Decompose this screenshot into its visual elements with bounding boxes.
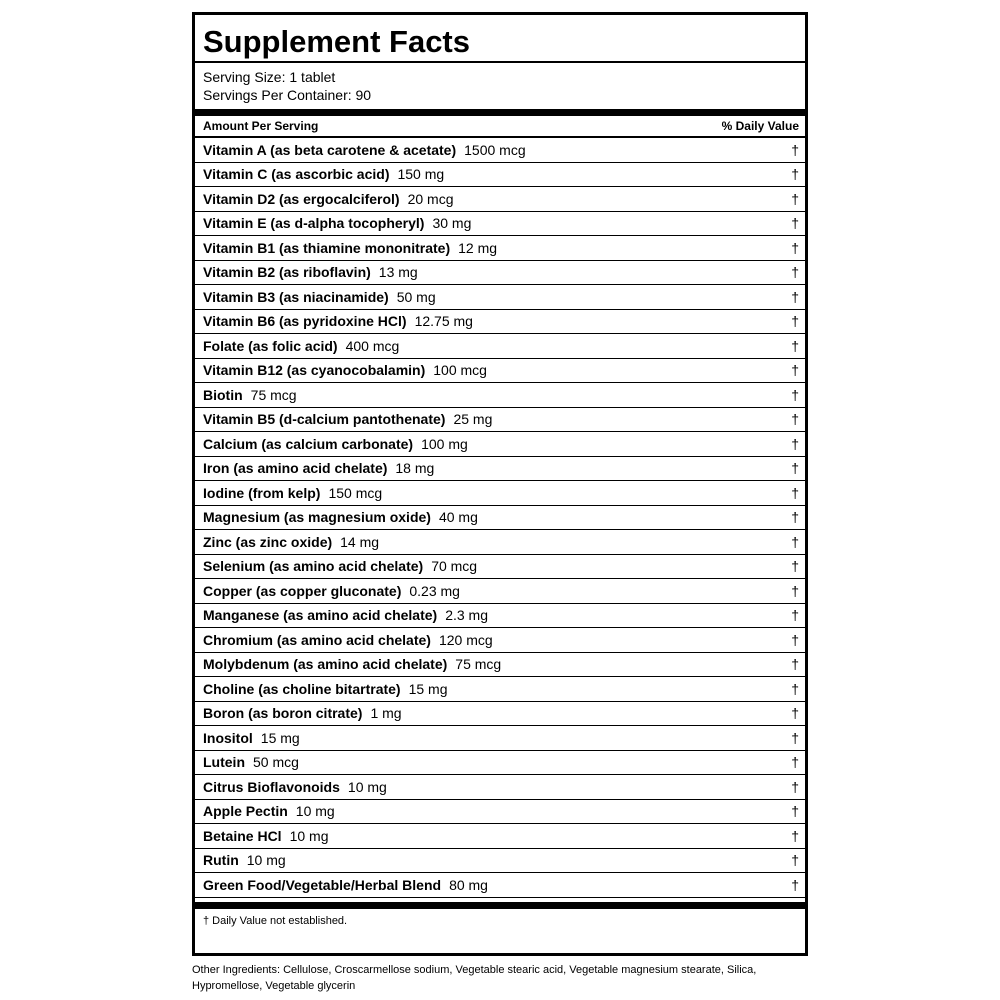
daily-value: †: [791, 729, 799, 746]
daily-value: †: [791, 827, 799, 844]
nutrient-amount: 100 mg: [421, 435, 468, 452]
nutrient-name: Vitamin E (as d-alpha tocopheryl): [203, 215, 425, 232]
daily-value: †: [791, 705, 799, 722]
servings-per-container: Servings Per Container: 90: [203, 87, 372, 103]
nutrient-row: [195, 163, 805, 188]
supplement-facts-panel: [192, 12, 808, 956]
nutrient-entry: [203, 779, 387, 795]
nutrient-row: [195, 628, 805, 653]
nutrient-amount: 100 mcg: [433, 362, 487, 379]
nutrient-name: Zinc (as zinc oxide): [203, 533, 333, 550]
nutrient-name: Folate (as folic acid): [203, 337, 338, 354]
nutrient-name: Vitamin B3 (as niacinamide): [203, 288, 389, 305]
nutrient-entry: [203, 215, 471, 231]
nutrient-amount: 1 mg: [370, 705, 402, 722]
nutrient-name: Vitamin B2 (as riboflavin): [203, 264, 371, 281]
nutrient-name: Copper (as copper gluconate): [203, 582, 402, 599]
nutrient-entry: [203, 656, 501, 672]
nutrient-row: [195, 310, 805, 335]
nutrient-entry: [203, 191, 454, 207]
nutrient-row: [195, 653, 805, 678]
nutrient-row: [195, 212, 805, 237]
nutrient-row: [195, 359, 805, 384]
nutrient-amount: 0.23 mg: [409, 582, 460, 599]
serving-size: Serving Size: 1 tablet: [203, 69, 336, 85]
nutrient-row: [195, 677, 805, 702]
nutrient-entry: [203, 681, 448, 697]
nutrient-entry: [203, 803, 335, 819]
nutrient-amount: 400 mcg: [345, 337, 400, 354]
daily-value: †: [791, 386, 799, 403]
nutrient-entry: [203, 509, 478, 525]
nutrient-amount: 10 mg: [289, 827, 329, 844]
nutrient-entry: [203, 534, 379, 550]
column-header: [195, 116, 805, 138]
daily-value: †: [791, 680, 799, 697]
nutrient-row: [195, 702, 805, 727]
nutrient-amount: 10 mg: [295, 803, 335, 820]
nutrient-amount: 50 mcg: [253, 754, 299, 771]
nutrient-entry: [203, 852, 286, 868]
daily-value: †: [791, 558, 799, 575]
nutrient-amount: 75 mcg: [455, 656, 502, 673]
nutrient-name: Manganese (as amino acid chelate): [203, 607, 438, 624]
daily-value: †: [791, 582, 799, 599]
nutrient-amount: 150 mcg: [328, 484, 383, 501]
daily-value: †: [791, 435, 799, 452]
panel-title: Supplement Facts: [195, 15, 805, 63]
nutrient-name: Vitamin B5 (d-calcium pantothenate): [203, 411, 446, 428]
nutrient-row: [195, 849, 805, 874]
daily-value: †: [791, 313, 799, 330]
nutrient-name: Vitamin B1 (as thiamine mononitrate): [203, 239, 451, 256]
nutrient-entry: [203, 460, 434, 476]
nutrient-amount: 15 mg: [408, 680, 448, 697]
nutrient-name: Magnesium (as magnesium oxide): [203, 509, 431, 526]
nutrient-row: [195, 481, 805, 506]
nutrient-amount: 18 mg: [395, 460, 435, 477]
nutrient-name: Boron (as boron citrate): [203, 705, 363, 722]
nutrient-amount: 150 mg: [397, 166, 445, 183]
nutrient-row: [195, 604, 805, 629]
nutrient-amount: 15 mg: [260, 729, 300, 746]
nutrient-row: [195, 334, 805, 359]
nutrient-amount: 12.75 mg: [414, 313, 473, 330]
nutrient-row: [195, 187, 805, 212]
amount-per-serving-header: Amount Per Serving: [203, 119, 319, 133]
nutrient-row: [195, 824, 805, 849]
daily-value: †: [791, 754, 799, 771]
nutrient-amount: 80 mg: [449, 876, 488, 893]
nutrient-entry: [203, 264, 418, 280]
nutrient-entry: [203, 485, 382, 501]
thick-divider-bottom: [195, 902, 805, 909]
nutrient-name: Citrus Bioflavonoids: [203, 778, 340, 795]
daily-value: †: [791, 852, 799, 869]
nutrient-entry: [203, 240, 497, 256]
nutrient-row: [195, 285, 805, 310]
nutrient-amount: 13 mg: [378, 264, 418, 281]
nutrient-name: Chromium (as amino acid chelate): [203, 631, 431, 648]
nutrient-entry: [203, 289, 436, 305]
nutrient-name: Vitamin B6 (as pyridoxine HCl): [203, 313, 407, 330]
nutrient-name: Apple Pectin: [203, 803, 288, 820]
daily-value: †: [791, 239, 799, 256]
nutrient-row: [195, 383, 805, 408]
nutrient-row: [195, 408, 805, 433]
daily-value: †: [791, 264, 799, 281]
nutrient-entry: [203, 166, 444, 182]
daily-value: †: [791, 288, 799, 305]
nutrient-entry: [203, 632, 493, 648]
nutrient-row: [195, 261, 805, 286]
nutrient-row: [195, 138, 805, 163]
nutrient-name: Green Food/Vegetable/Herbal Blend: [203, 876, 442, 893]
nutrient-amount: 20 mcg: [407, 190, 454, 207]
daily-value: †: [791, 460, 799, 477]
nutrient-row: [195, 751, 805, 776]
daily-value: †: [791, 166, 799, 183]
daily-value: †: [791, 337, 799, 354]
nutrient-entry: [203, 705, 402, 721]
daily-value: †: [791, 876, 799, 893]
nutrient-amount: 2.3 mg: [445, 607, 489, 624]
nutrient-row: [195, 579, 805, 604]
nutrient-row: [195, 555, 805, 580]
nutrient-amount: 25 mg: [453, 411, 493, 428]
daily-value: †: [791, 484, 799, 501]
nutrient-entry: [203, 142, 526, 158]
nutrient-amount: 50 mg: [396, 288, 436, 305]
daily-value: †: [791, 141, 799, 158]
nutrient-amount: 70 mcg: [431, 558, 478, 575]
daily-value: †: [791, 190, 799, 207]
daily-value: †: [791, 803, 799, 820]
thick-divider: [195, 109, 805, 116]
nutrient-name: Inositol: [203, 729, 253, 746]
nutrient-entry: [203, 558, 477, 574]
daily-value-header: % Daily Value: [721, 119, 799, 133]
nutrient-entry: [203, 730, 300, 746]
nutrient-row: [195, 800, 805, 825]
nutrient-entry: [203, 583, 460, 599]
nutrient-name: Vitamin D2 (as ergocalciferol): [203, 190, 400, 207]
nutrient-name: Iodine (from kelp): [203, 484, 321, 501]
nutrient-list: [195, 138, 805, 898]
nutrient-entry: [203, 387, 297, 403]
nutrient-name: Selenium (as amino acid chelate): [203, 558, 424, 575]
nutrient-amount: 14 mg: [340, 533, 380, 550]
nutrient-amount: 75 mcg: [250, 386, 297, 403]
daily-value: †: [791, 411, 799, 428]
nutrient-row: [195, 236, 805, 261]
nutrient-entry: [203, 362, 487, 378]
nutrient-name: Molybdenum (as amino acid chelate): [203, 656, 448, 673]
nutrient-name: Betaine HCl: [203, 827, 282, 844]
nutrient-name: Vitamin A (as beta carotene & acetate): [203, 141, 457, 158]
nutrient-row: [195, 530, 805, 555]
daily-value: †: [791, 631, 799, 648]
daily-value: †: [791, 362, 799, 379]
nutrient-row: [195, 873, 805, 898]
nutrient-entry: [203, 828, 329, 844]
nutrient-amount: 30 mg: [432, 215, 472, 232]
nutrient-name: Lutein: [203, 754, 245, 771]
nutrient-row: [195, 432, 805, 457]
nutrient-entry: [203, 313, 473, 329]
nutrient-row: [195, 726, 805, 751]
nutrient-entry: [203, 338, 399, 354]
nutrient-name: Iron (as amino acid chelate): [203, 460, 388, 477]
nutrient-entry: [203, 436, 468, 452]
daily-value: †: [791, 607, 799, 624]
other-ingredients: Other Ingredients: Cellulose, Croscarmellose sodium, Vegetable stearic acid, Vegetable magnesium stearate, Silica, Hypromellose, Vegetable glycerin: [192, 964, 757, 992]
daily-value: †: [791, 509, 799, 526]
nutrient-entry: [203, 877, 488, 893]
nutrient-name: Biotin: [203, 386, 243, 403]
nutrient-amount: 10 mg: [246, 852, 286, 869]
nutrient-amount: 10 mg: [347, 778, 387, 795]
daily-value: †: [791, 778, 799, 795]
nutrient-row: [195, 457, 805, 482]
nutrient-name: Vitamin C (as ascorbic acid): [203, 166, 390, 183]
daily-value: †: [791, 656, 799, 673]
nutrient-entry: [203, 754, 299, 770]
daily-value: †: [791, 215, 799, 232]
footnote: † Daily Value not established.: [203, 914, 348, 927]
nutrient-name: Calcium (as calcium carbonate): [203, 435, 414, 452]
daily-value: †: [791, 533, 799, 550]
nutrient-row: [195, 506, 805, 531]
nutrient-name: Rutin: [203, 852, 239, 869]
serving-info: [195, 63, 805, 109]
nutrient-amount: 12 mg: [458, 239, 498, 256]
nutrient-amount: 1500 mcg: [464, 141, 526, 158]
nutrient-name: Vitamin B12 (as cyanocobalamin): [203, 362, 426, 379]
nutrient-amount: 40 mg: [438, 509, 478, 526]
nutrient-row: [195, 775, 805, 800]
nutrient-name: Choline (as choline bitartrate): [203, 680, 401, 697]
nutrient-entry: [203, 411, 492, 427]
nutrient-amount: 120 mcg: [438, 631, 493, 648]
nutrient-entry: [203, 607, 488, 623]
